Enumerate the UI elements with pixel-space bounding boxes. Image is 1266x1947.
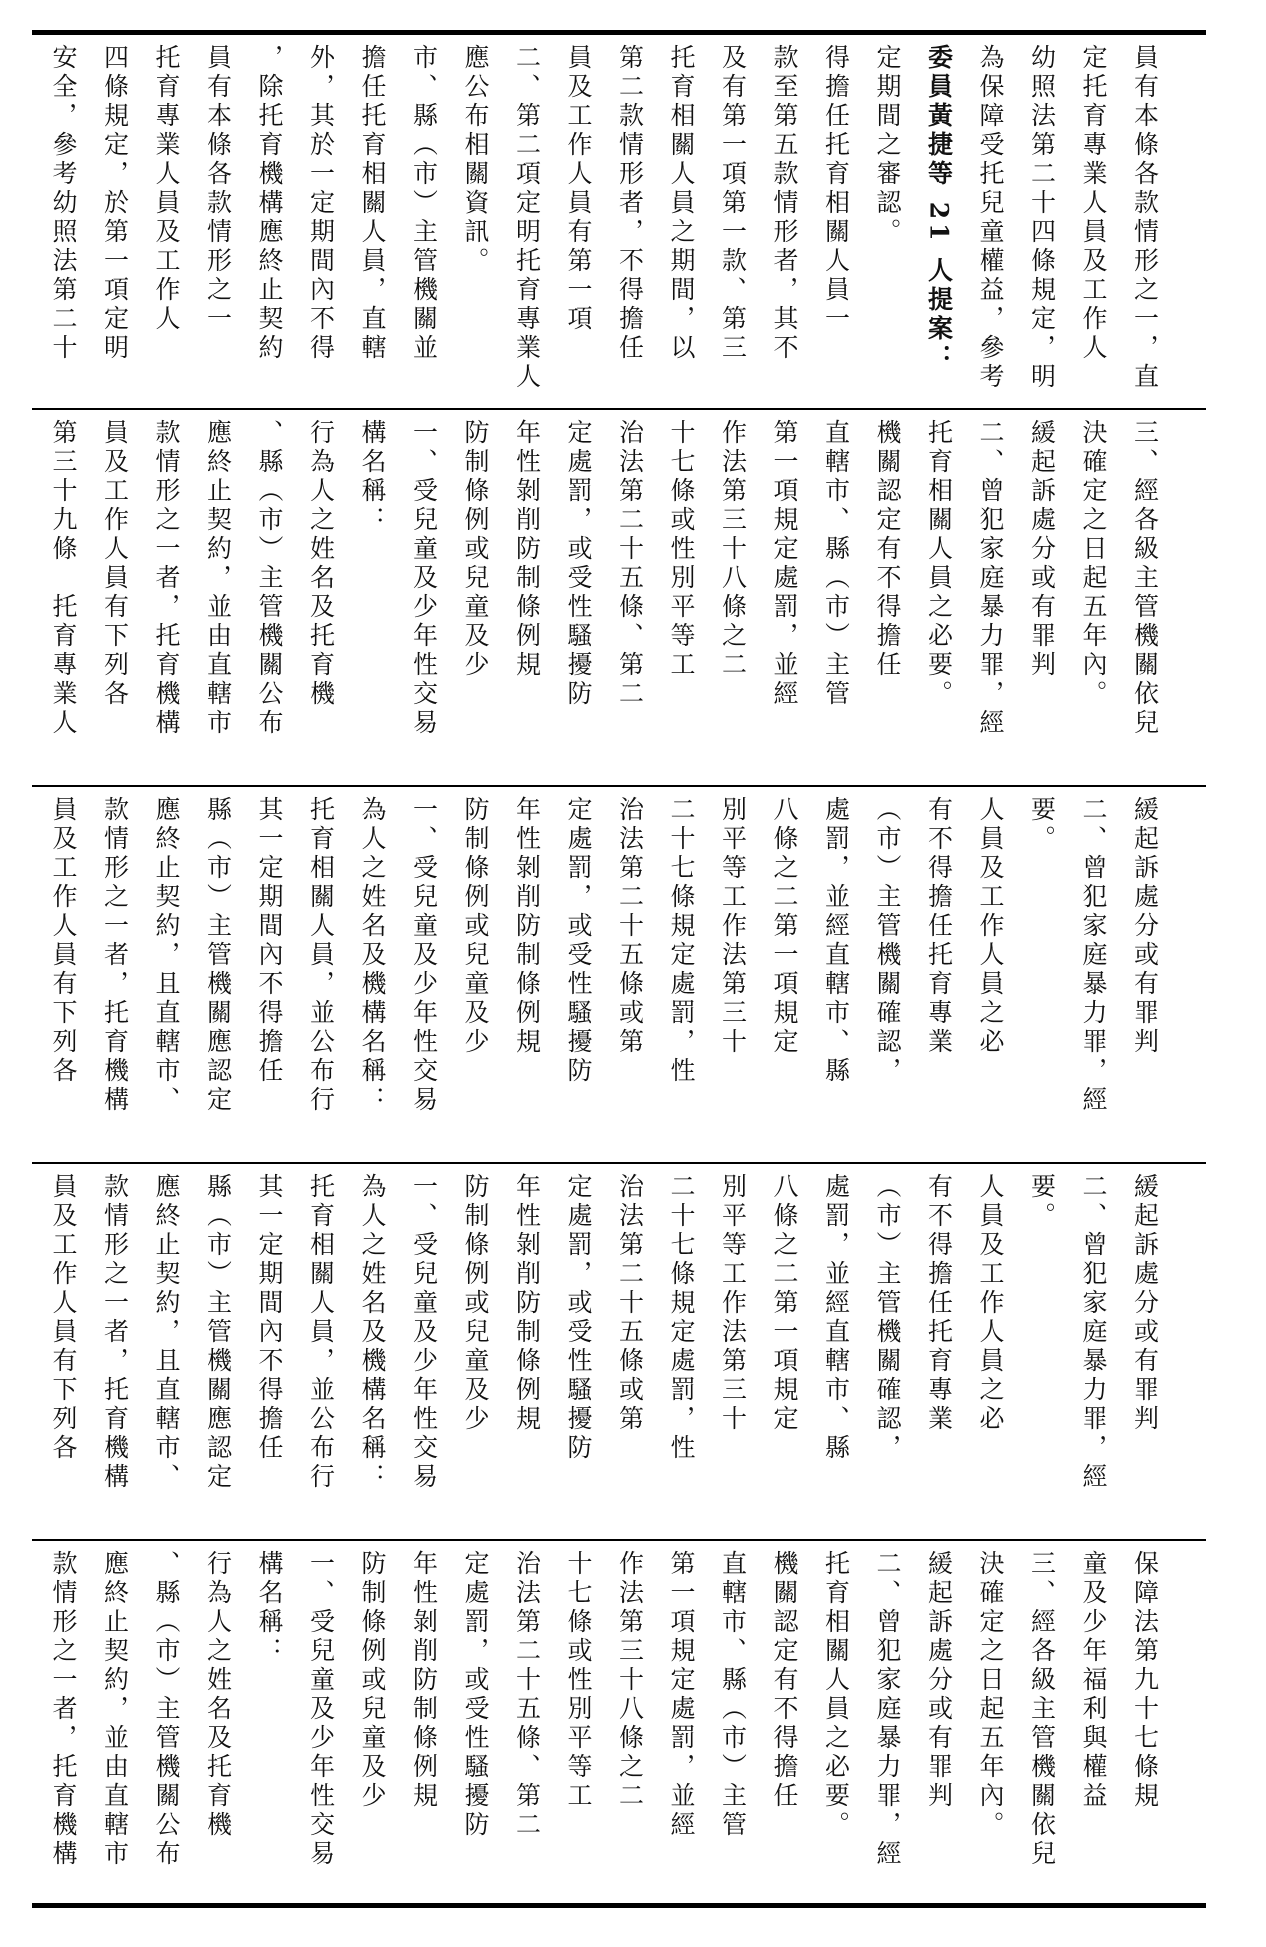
text-column: 處罰，並經直轄市、縣 — [821, 1173, 851, 1463]
text-column: 處罰，並經直轄市、縣 — [821, 796, 851, 1086]
text-column: 二、第二項定明托育專業人 — [512, 44, 542, 392]
text-column: 別平等工作法第三十 — [718, 1173, 748, 1434]
text-column: 款至第五款情形者，其不 — [770, 44, 799, 363]
text-column: （市）主管機關確認， — [873, 1173, 902, 1463]
text-column: 第一項規定處罰，並經 — [770, 419, 799, 709]
text-column: 緩起訴處分或有罪判 — [1130, 796, 1160, 1057]
text-column: 應終止契約，且直轄市、 — [152, 1173, 181, 1492]
text-column: 定期間之審認。 — [873, 44, 902, 247]
text-column: 為人之姓名及機構名稱： — [358, 796, 387, 1115]
bottom-rule — [32, 1903, 1206, 1908]
text-column: 二十七條規定處罰，性 — [667, 796, 696, 1086]
row-band-3 — [32, 788, 1206, 1160]
text-column: 應終止契約，並由直轄市 — [203, 419, 233, 738]
text-column: 直轄市、縣（市）主管 — [821, 419, 851, 709]
text-column: 一、受兒童及少年性交易 — [409, 796, 439, 1115]
row-divider — [32, 1162, 1206, 1164]
text-column: 機關認定有不得擔任 — [770, 1550, 799, 1811]
row-band-5 — [32, 1542, 1206, 1900]
text-column: 要。 — [1027, 796, 1057, 854]
text-column: 員及工作人員有下列各 — [100, 419, 130, 709]
row-band-4 — [32, 1165, 1206, 1537]
text-column: 作法第三十八條之二 — [718, 419, 748, 680]
text-column: 人員及工作人員之必 — [976, 1173, 1005, 1434]
text-column: 防制條例或兒童及少 — [461, 796, 490, 1057]
text-column: 決確定之日起五年內。 — [976, 1550, 1005, 1840]
text-column: 保障法第九十七條規 — [1130, 1550, 1160, 1811]
text-column: （市）主管機關確認， — [873, 796, 902, 1086]
text-column: 得擔任托育相關人員一 — [821, 44, 851, 334]
text-column: 決確定之日起五年內。 — [1079, 419, 1108, 709]
text-column: 防制條例或兒童及少 — [358, 1550, 387, 1811]
text-column: 市、縣（市）主管機關並 — [409, 44, 439, 363]
text-column: 一、受兒童及少年性交易 — [409, 419, 439, 738]
text-column: 年性剝削防制條例規 — [512, 1173, 542, 1434]
text-column: 為保障受托兒童權益，參考 — [976, 44, 1005, 392]
text-column: 八條之二第一項規定 — [770, 796, 799, 1057]
text-column: 人員及工作人員之必 — [976, 796, 1005, 1057]
text-column: 第二款情形者，不得擔任 — [615, 44, 645, 363]
text-column: 防制條例或兒童及少 — [461, 419, 490, 680]
text-column: 員及工作人員有下列各 — [49, 796, 78, 1086]
text-column: 構名稱： — [255, 1550, 284, 1666]
text-column: 防制條例或兒童及少 — [461, 1173, 490, 1434]
text-column: 定處罰，或受性騷擾防 — [564, 1173, 593, 1463]
text-column: 托育相關人員之必要。 — [924, 419, 954, 709]
text-column: 其一定期間內不得擔任 — [255, 796, 284, 1086]
text-column: 八條之二第一項規定 — [770, 1173, 799, 1434]
row-divider — [32, 785, 1206, 787]
text-column: 托育相關人員，並公布行 — [306, 1173, 336, 1492]
text-column: 治法第二十五條或第 — [615, 1173, 645, 1434]
text-column: 年性剝削防制條例規 — [409, 1550, 439, 1811]
text-column: 緩起訴處分或有罪判 — [924, 1550, 954, 1811]
text-column: 別平等工作法第三十 — [718, 796, 748, 1057]
text-column: 一、受兒童及少年性交易 — [306, 1550, 336, 1869]
text-column: 外，其於一定期間內不得 — [306, 44, 336, 363]
row-band-1 — [32, 36, 1206, 406]
text-column: 作法第三十八條之二 — [615, 1550, 645, 1811]
top-rule — [32, 30, 1206, 35]
text-column: 三、經各級主管機關依兒 — [1027, 1550, 1057, 1869]
text-column: 員及工作人員有下列各 — [49, 1173, 78, 1463]
text-column: 要。 — [1027, 1173, 1057, 1231]
text-column: 年性剝削防制條例規 — [512, 419, 542, 680]
text-column: 三、經各級主管機關依兒 — [1130, 419, 1160, 738]
text-column: 行為人之姓名及托育機 — [306, 419, 336, 709]
text-column: 治法第二十五條、第二 — [615, 419, 645, 709]
text-column: 行為人之姓名及托育機 — [203, 1550, 233, 1840]
text-column: 治法第二十五條或第 — [615, 796, 645, 1057]
text-column: 擔任托育相關人員，直轄 — [358, 44, 387, 363]
text-column: 應終止契約，並由直轄市 — [100, 1550, 130, 1869]
text-column: 款情形之一者，托育機構 — [49, 1550, 78, 1869]
text-column: 及有第一項第一款、第三 — [718, 44, 748, 363]
text-column: 第一項規定處罰，並經 — [667, 1550, 696, 1840]
text-column: ，除托育機構應終止契約 — [255, 44, 284, 363]
text-column: 定處罰，或受性騷擾防 — [564, 796, 593, 1086]
text-column: 二、曾犯家庭暴力罪，經 — [1079, 796, 1108, 1115]
text-column: 員有本條各款情形之一，直 — [1130, 44, 1160, 392]
text-column: 托育相關人員之必要。 — [821, 1550, 851, 1840]
text-column: 構名稱： — [358, 419, 387, 535]
text-column: 員有本條各款情形之一 — [203, 44, 233, 334]
text-column: 治法第二十五條、第二 — [512, 1550, 542, 1840]
text-column: 托育相關人員，並公布行 — [306, 796, 336, 1115]
text-column: 款情形之一者，托育機構 — [100, 1173, 130, 1492]
text-column: 其一定期間內不得擔任 — [255, 1173, 284, 1463]
text-column: 員及工作人員有第一項 — [564, 44, 593, 334]
text-column: 為人之姓名及機構名稱： — [358, 1173, 387, 1492]
text-column: 二十七條規定處罰，性 — [667, 1173, 696, 1463]
text-column: 有不得擔任托育專業 — [924, 1173, 954, 1434]
text-column: 童及少年福利與權益 — [1079, 1550, 1108, 1811]
text-column: 定托育專業人員及工作人 — [1079, 44, 1108, 363]
text-column: 年性剝削防制條例規 — [512, 796, 542, 1057]
text-column: 縣（市）主管機關應認定 — [203, 796, 233, 1115]
text-column: 、縣（市）主管機關公布 — [255, 419, 284, 738]
text-column: 定處罰，或受性騷擾防 — [461, 1550, 490, 1840]
text-column: 托育專業人員及工作人 — [152, 44, 181, 334]
text-column: 二、曾犯家庭暴力罪，經 — [976, 419, 1005, 738]
text-column: 款情形之一者，托育機構 — [100, 796, 130, 1115]
row-band-2 — [32, 411, 1206, 783]
text-column: 直轄市、縣（市）主管 — [718, 1550, 748, 1840]
text-column: 縣（市）主管機關應認定 — [203, 1173, 233, 1492]
text-column: 幼照法第二十四條規定，明 — [1027, 44, 1057, 392]
text-column: 一、受兒童及少年性交易 — [409, 1173, 439, 1492]
text-column: 定處罰，或受性騷擾防 — [564, 419, 593, 709]
text-column: 十七條或性別平等工 — [564, 1550, 593, 1811]
text-column: 委員黃捷等 21 人提案： — [924, 44, 954, 374]
text-column: 第三十九條 托育專業人 — [49, 419, 78, 738]
text-column: 安全，參考幼照法第二十 — [49, 44, 78, 363]
row-divider — [32, 408, 1206, 410]
text-column: 機關認定有不得擔任 — [873, 419, 902, 680]
text-column: 四條規定，於第一項定明 — [100, 44, 130, 363]
text-column: 有不得擔任托育專業 — [924, 796, 954, 1057]
text-column: 應公布相關資訊。 — [461, 44, 490, 276]
text-column: 二、曾犯家庭暴力罪，經 — [1079, 1173, 1108, 1492]
row-divider — [32, 1539, 1206, 1541]
text-column: 款情形之一者，托育機構 — [152, 419, 181, 738]
text-column: 應終止契約，且直轄市、 — [152, 796, 181, 1115]
text-column: 十七條或性別平等工 — [667, 419, 696, 680]
text-column: 、縣（市）主管機關公布 — [152, 1550, 181, 1869]
text-column: 緩起訴處分或有罪判 — [1027, 419, 1057, 680]
text-column: 二、曾犯家庭暴力罪，經 — [873, 1550, 902, 1869]
text-column: 托育相關人員之期間，以 — [667, 44, 696, 363]
text-column: 緩起訴處分或有罪判 — [1130, 1173, 1160, 1434]
